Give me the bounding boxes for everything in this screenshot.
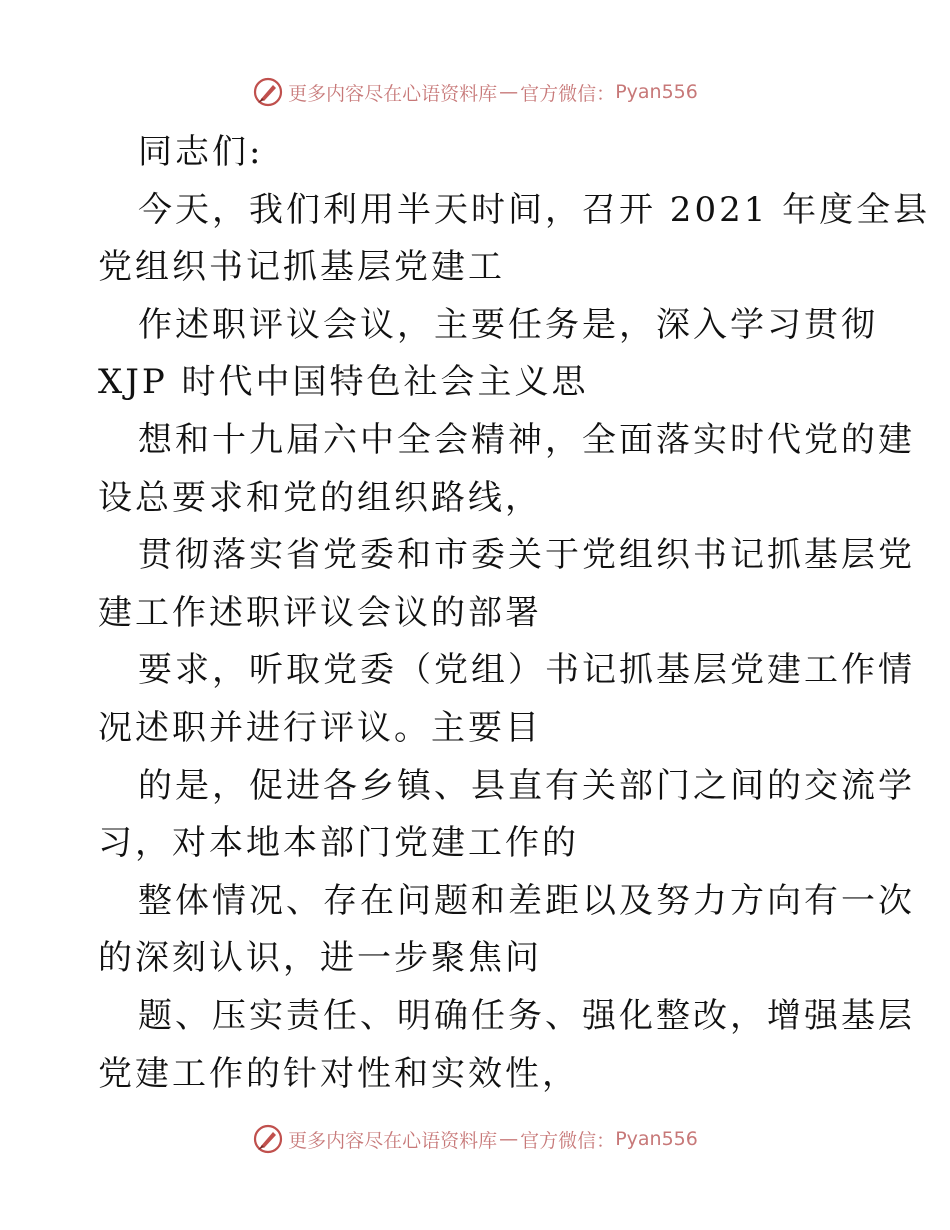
document-body	[98, 124, 931, 1103]
text-line: 的是，促进各乡镇、县直有关部门之间的交流学	[138, 765, 915, 806]
text-line: 党建工作的针对性和实效性，	[98, 1053, 579, 1094]
text-line: 贯彻落实省党委和市委关于党组织书记抓基层党	[138, 535, 915, 576]
banner-wechat-label: 官方微信：	[520, 1129, 616, 1152]
header-watermark-banner	[0, 72, 950, 112]
pen-logo-icon	[252, 76, 284, 108]
banner-wechat-label: 官方微信：	[520, 82, 616, 105]
banner-brand-text: 更多内容尽在心语资料库	[288, 1129, 498, 1152]
banner-separator: —	[499, 1128, 519, 1150]
text-line: 建工作述职评议会议的部署	[98, 592, 542, 633]
text-line: XJP 时代中国特色社会主义思	[98, 362, 589, 403]
text-line: 况述职并进行评议。主要目	[98, 707, 542, 748]
text-line: 习，对本地本部门党建工作的	[98, 823, 579, 864]
footer-watermark-banner	[0, 1119, 950, 1159]
text-line: 同志们:	[138, 132, 264, 172]
text-line: 题、压实责任、明确任务、强化整改，增强基层	[138, 995, 915, 1036]
text-line: 的深刻认识，进一步聚焦问	[98, 938, 542, 979]
text-line: 党组织书记抓基层党建工	[98, 247, 505, 288]
banner-wechat-id: Pyan556	[615, 1128, 698, 1150]
text-line: 作述职评议会议，主要任务是，深入学习贯彻	[138, 304, 878, 345]
text-line: 设总要求和党的组织路线，	[98, 477, 542, 518]
text-line: 想和十九届六中全会精神，全面落实时代党的建	[138, 419, 915, 460]
text-line: 今天，我们利用半天时间，召开 2021 年度全县	[138, 189, 931, 230]
banner-brand-text: 更多内容尽在心语资料库	[288, 82, 498, 105]
text-line: 整体情况、存在问题和差距以及努力方向有一次	[138, 880, 915, 921]
banner-wechat-id: Pyan556	[615, 81, 698, 103]
text-line: 要求，听取党委（党组）书记抓基层党建工作情	[138, 650, 915, 691]
pen-logo-icon	[252, 1123, 284, 1155]
banner-separator: —	[499, 81, 519, 103]
